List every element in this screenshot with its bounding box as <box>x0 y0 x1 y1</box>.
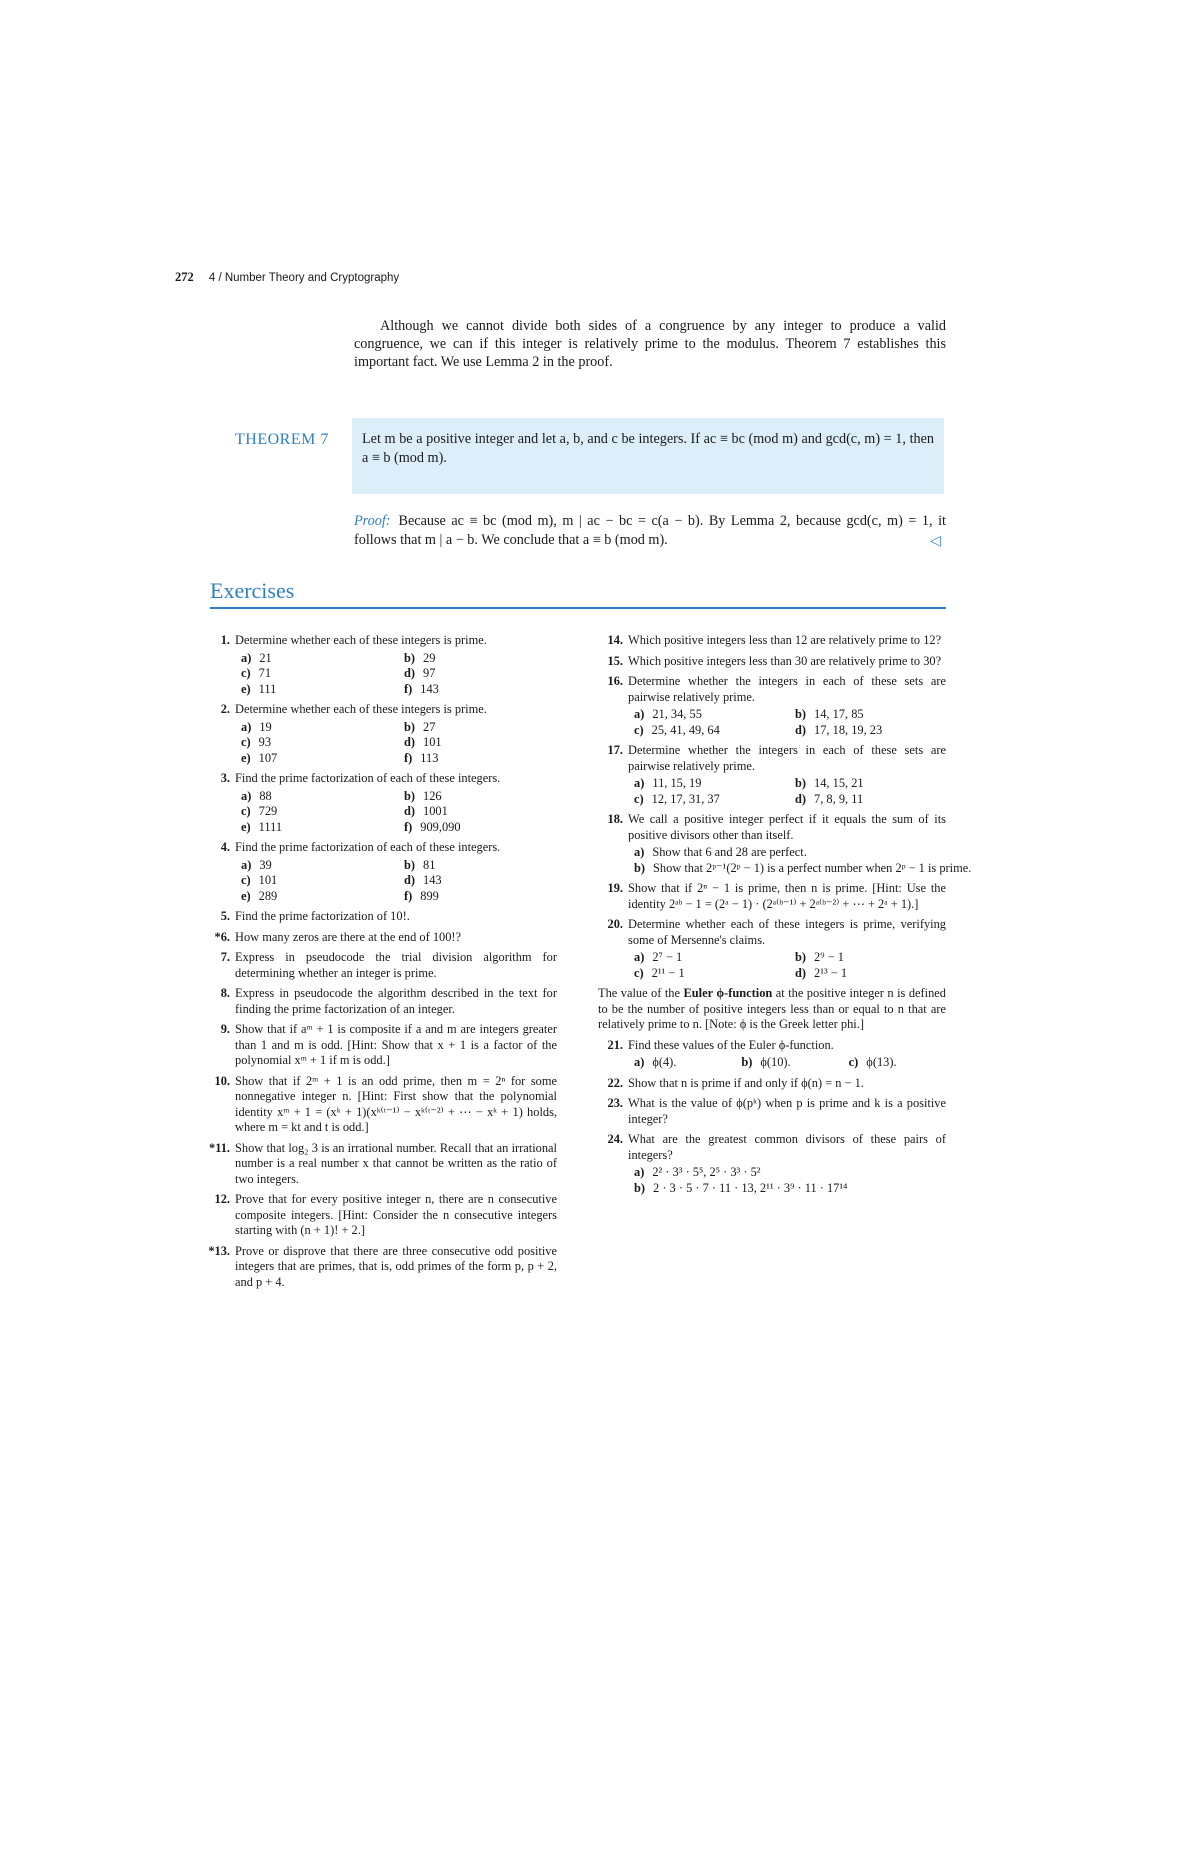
part-text: 113 <box>420 750 439 765</box>
exercises-right-column <box>598 633 972 1201</box>
part-label: e) <box>241 819 251 834</box>
exercise-text: Which positive integers less than 12 are relatively prime to 12? <box>628 633 942 647</box>
exercise-part <box>398 858 557 874</box>
euler-definition-paragraph <box>598 986 946 1033</box>
exercise-item <box>598 743 946 807</box>
part-label: a) <box>241 788 252 803</box>
theorem-label: THEOREM 7 <box>235 431 329 448</box>
exercise-parts <box>235 720 557 767</box>
part-label: a) <box>634 776 645 790</box>
part-text: 107 <box>258 750 278 765</box>
exercise-text: Find the prime factorization of 10!. <box>235 909 410 923</box>
part-text: 289 <box>258 888 278 903</box>
exercise-number: 5. <box>220 909 230 923</box>
exercise-text: Express in pseudocode the algorithm described in the text for finding the prime factorization of an integer. <box>235 986 557 1016</box>
exercise-number: 14. <box>607 633 623 647</box>
exercise-part <box>398 804 557 820</box>
part-label: d) <box>795 722 807 737</box>
part-text: 2² · 3³ · 5⁵, 2⁵ · 3³ · 5² <box>652 1165 761 1179</box>
part-text: 143 <box>423 873 442 887</box>
exercise-part <box>628 1165 946 1181</box>
exercise-text: Prove or disprove that there are three consecutive odd positive integers that are primes, that is, odd primes of the form p, p + 2, and p + 4. <box>235 1243 557 1289</box>
exercise-item <box>598 881 946 912</box>
exercise-text: How many zeros are there at the end of 100!? <box>235 929 462 944</box>
exercise-part <box>398 720 557 736</box>
exercise-parts <box>628 950 946 981</box>
exercise-number: 3. <box>220 771 230 785</box>
theorem-box <box>352 418 944 494</box>
exercise-text: We call a positive integer perfect if it equals the sum of its positive divisors other than itself. <box>628 812 946 842</box>
exercises-rule <box>210 607 946 609</box>
exercise-part <box>398 735 557 751</box>
part-text: 7, 8, 9, 11 <box>814 791 864 806</box>
exercise-part <box>843 1055 946 1071</box>
exercise-part <box>628 1055 731 1071</box>
exercise-part <box>398 682 557 698</box>
exercise-item <box>205 840 557 904</box>
exercise-text: Determine whether the integers in each of these sets are pairwise relatively prime. <box>628 674 946 704</box>
exercise-part <box>789 723 946 739</box>
exercise-number: 19. <box>607 881 623 895</box>
part-text: 101 <box>258 873 278 887</box>
part-text: 899 <box>420 888 439 903</box>
part-label: a) <box>634 707 645 721</box>
part-label: b) <box>404 719 416 734</box>
exercise-item <box>205 771 557 835</box>
exercise-number: 8. <box>220 986 230 1000</box>
part-label: d) <box>795 791 807 806</box>
exercise-part <box>398 820 557 836</box>
exercise-part <box>628 950 785 966</box>
part-text: 14, 15, 21 <box>814 776 864 790</box>
part-text: 101 <box>423 735 442 749</box>
part-text: Show that 6 and 28 are perfect. <box>652 845 807 859</box>
intro-paragraph: Although we cannot divide both sides of a congruence by any integer to produce a valid congruence, we can if this integer is relatively prime to the modulus. Theorem 7 establishes this important fact. We use Lemma 2 in the proof. <box>354 318 946 370</box>
exercise-part <box>235 651 394 667</box>
part-text: 25, 41, 49, 64 <box>651 722 720 737</box>
part-text: 29 <box>423 650 436 665</box>
exercise-item <box>598 1132 946 1196</box>
exercise-item <box>205 633 557 697</box>
exercise-text: Determine whether each of these integers is prime, verifying some of Mersenne's claims. <box>628 917 946 947</box>
end-of-proof-icon: ◁ <box>930 534 941 549</box>
part-text: 2¹¹ − 1 <box>651 965 685 980</box>
exercise-part <box>235 873 394 889</box>
exercise-part <box>235 789 394 805</box>
part-text: ϕ(4). <box>652 1055 677 1069</box>
part-text: 909,090 <box>420 819 461 834</box>
proof-text: Because ac ≡ bc (mod m), m | ac − bc = c(a − b). By Lemma 2, because gcd(c, m) = 1, it follows that m | a − b. We conclude that a ≡ b (mod m). <box>354 513 946 548</box>
exercise-text: Show that n is prime if and only if ϕ(n) = n − 1. <box>628 1075 864 1090</box>
exercise-part <box>789 792 946 808</box>
exercise-part <box>235 666 394 682</box>
part-text: 27 <box>423 719 436 734</box>
exercise-number: 16. <box>607 674 623 688</box>
part-label: a) <box>634 1055 645 1069</box>
exercise-part <box>398 889 557 905</box>
part-label: a) <box>241 650 252 665</box>
part-label: b) <box>404 650 416 665</box>
part-label: c) <box>634 791 644 806</box>
exercise-text: Prove that for every positive integer n, there are n consecutive composite integers. [Hint: Consider the n consecutive integers starting with (n + 1)! + 2.] <box>235 1192 557 1237</box>
part-text: 2⁹ − 1 <box>814 950 844 964</box>
part-text: 93 <box>258 735 272 749</box>
exercise-part <box>398 651 557 667</box>
exercise-part <box>628 723 785 739</box>
exercise-number: 23. <box>607 1096 623 1110</box>
exercise-parts <box>628 845 972 876</box>
exercise-text: Express in pseudocode the trial division algorithm for determining whether an integer is prime. <box>235 950 557 980</box>
part-text: 2⁷ − 1 <box>652 950 683 964</box>
exercise-text: Determine whether each of these integers is prime. <box>235 633 487 647</box>
part-label: b) <box>795 950 807 964</box>
exercise-part <box>789 776 946 792</box>
exercise-item <box>205 986 557 1017</box>
part-text: 1001 <box>423 804 448 818</box>
exercise-text: Determine whether each of these integers is prime. <box>235 702 487 716</box>
exercise-part <box>398 873 557 889</box>
exercise-item <box>205 909 557 925</box>
part-text: 2 · 3 · 5 · 7 · 11 · 13, 2¹¹ · 3⁹ · 11 · 17¹⁴ <box>653 1180 848 1195</box>
part-label: b) <box>404 857 416 872</box>
part-text: Show that 2ᵖ⁻¹(2ᵖ − 1) is a perfect number when 2ᵖ − 1 is prime. <box>653 860 972 875</box>
exercise-item <box>598 1076 946 1092</box>
exercise-item <box>205 950 557 981</box>
page-number: 272 <box>175 270 194 284</box>
part-text: 126 <box>423 788 442 803</box>
exercise-part <box>628 707 785 723</box>
exercise-part <box>628 792 785 808</box>
part-text: 21 <box>259 650 272 665</box>
euler-text-before: The value of the <box>598 986 684 1000</box>
exercise-part <box>628 1181 946 1197</box>
exercise-text: Find these values of the Euler ϕ-function. <box>628 1037 834 1052</box>
exercise-text: Which positive integers less than 30 are relatively prime to 30? <box>628 653 942 668</box>
exercise-number: 10. <box>214 1073 230 1088</box>
exercise-number: 17. <box>607 743 623 757</box>
exercise-number: *13. <box>208 1243 230 1258</box>
part-text: 12, 17, 31, 37 <box>651 791 720 806</box>
exercises-left-column <box>205 633 557 1295</box>
part-label: f) <box>404 681 413 696</box>
exercise-number: *6. <box>214 929 230 944</box>
part-label: c) <box>241 735 251 749</box>
exercise-part <box>398 666 557 682</box>
part-label: d) <box>795 965 807 980</box>
exercise-parts <box>235 651 557 698</box>
exercise-parts <box>628 1055 946 1071</box>
part-label: d) <box>404 873 416 887</box>
exercise-part <box>789 950 946 966</box>
exercise-item <box>598 1038 946 1071</box>
proof-label: Proof: <box>354 513 391 529</box>
part-label: b) <box>634 860 646 875</box>
exercise-part <box>628 966 785 982</box>
exercise-part <box>398 789 557 805</box>
exercise-item <box>598 654 946 670</box>
part-text: 88 <box>259 788 272 803</box>
part-label: d) <box>404 735 416 749</box>
exercise-part <box>628 861 971 877</box>
exercise-part <box>235 804 394 820</box>
theorem-text: Let m be a positive integer and let a, b, and c be integers. If ac ≡ bc (mod m) and gcd(c, m) = 1, then a ≡ b (mod m). <box>362 431 934 466</box>
exercise-part <box>628 845 971 861</box>
exercise-text: Show that log₂ 3 is an irrational number. Recall that an irrational number is a real number x that cannot be written as the ratio of two integers. <box>235 1140 557 1186</box>
exercise-item <box>205 1022 557 1069</box>
exercise-text: Show that if 2ᵐ + 1 is an odd prime, then m = 2ⁿ for some nonnegative integer n. [Hint: First show that the polynomial identity xᵐ + 1 = (xᵏ + 1)(xᵏ⁽ᵗ⁻¹⁾ − xᵏ⁽ᵗ⁻²⁾ + ⋯ − xᵏ + 1) holds, where m = kt and t is odd.] <box>235 1073 557 1134</box>
exercise-part <box>789 966 946 982</box>
exercise-item <box>205 1141 557 1188</box>
exercise-part <box>235 820 394 836</box>
part-text: 97 <box>423 666 436 680</box>
exercise-number: *11. <box>209 1140 230 1155</box>
part-label: c) <box>848 1055 859 1069</box>
part-label: f) <box>404 750 413 765</box>
exercise-number: 15. <box>607 653 623 668</box>
exercise-item <box>205 702 557 766</box>
exercise-item <box>205 1192 557 1239</box>
exercise-number: 12. <box>214 1192 230 1206</box>
exercise-number: 24. <box>607 1132 623 1146</box>
part-text: 19 <box>259 719 272 734</box>
exercise-text: What is the value of ϕ(pᵏ) when p is prime and k is a positive integer? <box>628 1096 946 1126</box>
part-text: 71 <box>258 666 272 680</box>
part-text: ϕ(10). <box>760 1055 791 1069</box>
exercise-item <box>205 1074 557 1136</box>
part-label: d) <box>404 666 416 680</box>
exercise-part <box>789 707 946 723</box>
euler-text-after: at the positive integer n is defined to be the number of positive integers less than or equal to n that are relatively prime to n. [Note: ϕ is the Greek letter phi.] <box>598 986 946 1031</box>
part-text: 17, 18, 19, 23 <box>814 722 883 737</box>
part-text: 2¹³ − 1 <box>814 965 848 980</box>
exercise-part <box>235 682 394 698</box>
part-label: b) <box>795 707 807 721</box>
exercise-item <box>205 930 557 946</box>
exercise-text: Show that if aᵐ + 1 is composite if a and m are integers greater than 1 and m is odd. [Hint: Show that x + 1 is a factor of the polynomial xᵐ + 1 if m is odd.] <box>235 1022 557 1067</box>
part-label: b) <box>741 1055 753 1069</box>
running-title: 4 / Number Theory and Cryptography <box>208 272 400 284</box>
exercise-number: 22. <box>607 1075 623 1090</box>
exercise-parts <box>628 1165 946 1196</box>
part-label: c) <box>634 965 644 980</box>
exercise-text: Find the prime factorization of each of these integers. <box>235 840 501 854</box>
exercise-number: 20. <box>607 917 623 931</box>
exercise-part <box>628 776 785 792</box>
part-text: 81 <box>423 857 436 872</box>
exercise-item <box>598 917 946 981</box>
exercise-part <box>735 1055 838 1071</box>
part-label: b) <box>634 1180 646 1195</box>
exercise-part <box>235 720 394 736</box>
exercise-number: 1. <box>220 633 230 647</box>
exercise-number: 2. <box>220 702 230 716</box>
part-label: e) <box>241 888 251 903</box>
exercise-text: What are the greatest common divisors of these pairs of integers? <box>628 1132 946 1162</box>
exercise-item <box>205 1244 557 1291</box>
exercise-number: 9. <box>220 1022 230 1036</box>
part-label: a) <box>241 719 252 734</box>
exercise-item <box>598 812 972 876</box>
exercise-number: 18. <box>607 812 623 826</box>
part-text: 1111 <box>258 819 283 834</box>
exercise-number: 4. <box>220 840 230 854</box>
exercise-part <box>235 858 394 874</box>
exercise-number: 21. <box>607 1037 623 1052</box>
exercise-parts <box>628 776 946 807</box>
exercise-parts <box>235 789 557 836</box>
part-label: f) <box>404 888 413 903</box>
part-text: 14, 17, 85 <box>814 707 864 721</box>
exercise-part <box>398 751 557 767</box>
part-label: e) <box>241 681 251 696</box>
proof-paragraph <box>354 512 946 550</box>
part-label: e) <box>241 750 251 765</box>
part-label: a) <box>634 950 645 964</box>
part-text: 729 <box>258 804 278 818</box>
part-text: 39 <box>259 857 272 872</box>
exercise-text: Find the prime factorization of each of these integers. <box>235 771 501 785</box>
exercise-part <box>235 735 394 751</box>
part-label: c) <box>241 873 251 887</box>
part-label: c) <box>241 666 251 680</box>
page-header <box>175 270 399 285</box>
part-text: 111 <box>258 681 277 696</box>
part-label: c) <box>241 804 251 818</box>
part-label: a) <box>634 1165 645 1179</box>
exercise-item <box>598 1096 946 1127</box>
exercise-part <box>235 751 394 767</box>
part-label: a) <box>634 845 645 859</box>
euler-term: Euler ϕ-function <box>683 986 773 1000</box>
part-label: d) <box>404 804 416 818</box>
part-text: 143 <box>420 681 439 696</box>
part-text: 21, 34, 55 <box>652 707 702 721</box>
part-label: b) <box>795 776 807 790</box>
exercise-item <box>598 633 946 649</box>
part-label: c) <box>634 722 644 737</box>
exercise-parts <box>235 858 557 905</box>
exercise-text: Show that if 2ⁿ − 1 is prime, then n is prime. [Hint: Use the identity 2ᵃᵇ − 1 = (2ᵃ − 1) · (2ᵃ⁽ᵇ⁻¹⁾ + 2ᵃ⁽ᵇ⁻²⁾ + ⋯ + 2ᵃ + 1).] <box>628 881 946 911</box>
exercise-parts <box>628 707 946 738</box>
exercise-part <box>235 889 394 905</box>
part-label: b) <box>404 788 416 803</box>
exercise-number: 7. <box>220 950 230 964</box>
exercise-item <box>598 674 946 738</box>
exercise-text: Determine whether the integers in each of these sets are pairwise relatively prime. <box>628 743 946 773</box>
part-text: 11, 15, 19 <box>652 776 702 790</box>
part-label: a) <box>241 857 252 872</box>
part-label: f) <box>404 819 413 834</box>
exercises-heading: Exercises <box>210 578 295 603</box>
part-text: ϕ(13). <box>866 1055 897 1069</box>
